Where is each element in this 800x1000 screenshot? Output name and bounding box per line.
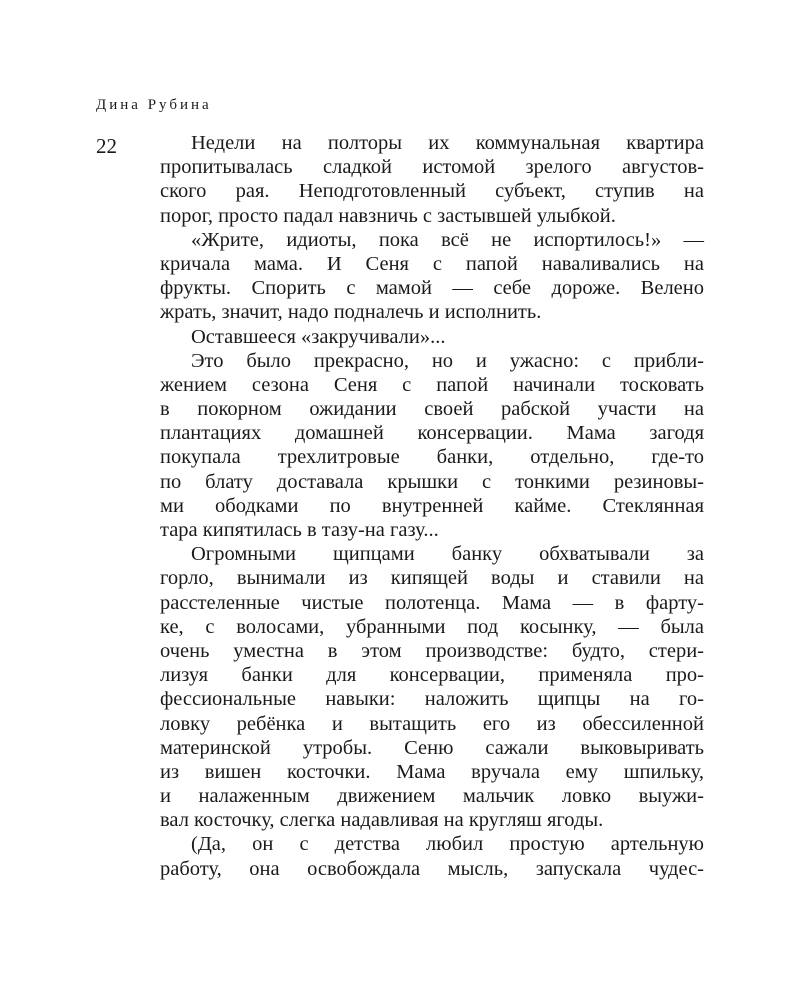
text-line: расстеленные чистые полотенца. Мама — в фарту-	[160, 591, 704, 614]
text-line: и налаженным движением мальчик ловко выужи-	[160, 785, 704, 808]
text-line: жрать, значит, надо подналечь и исполнить.	[160, 301, 542, 324]
text-line: ловку ребёнка и вытащить его из обессиленной	[160, 712, 704, 735]
text-line: в покорном ожидании своей рабской участи на	[160, 398, 704, 421]
text-line: вал косточку, слегка надавливая на кругляш ягоды.	[160, 809, 604, 832]
text-line: фессиональные навыки: наложить щипцы на го-	[160, 688, 704, 711]
text-line: покупала трехлитровые банки, отдельно, где-то	[160, 446, 704, 469]
text-line: Оставшееся «закручивали»...	[191, 325, 446, 348]
text-line: очень уместна в этом производстве: будто, стери-	[160, 639, 704, 662]
text-line: ми ободками по внутренней кайме. Стеклянная	[160, 494, 704, 517]
page-number: 22	[96, 134, 117, 158]
text-line: горло, вынимали из кипящей воды и ставили на	[160, 567, 704, 590]
text-line: жением сезона Сеня с папой начинали тосковать	[160, 373, 704, 396]
text-line: тара кипятилась в тазу-на газу...	[160, 519, 439, 541]
text-line: фрукты. Спорить с мамой — себе дороже. Велено	[160, 277, 704, 300]
text-line: порог, просто падал навзничь с застывшей улыбкой.	[160, 204, 616, 227]
text-line: Это было прекрасно, но и ужасно: с прибли-	[191, 349, 704, 372]
text-line: лизуя банки для консервации, применяла про-	[160, 664, 704, 687]
text-line: ского рая. Неподготовленный субъект, ступив на	[160, 180, 704, 203]
text-line: «Жрите, идиоты, пока всё не испортилось!» —	[191, 228, 704, 251]
text-line: Недели на полторы их коммунальная квартира	[191, 132, 704, 154]
text-line: работу, она освобождала мысль, запускала чудес-	[160, 857, 704, 880]
running-head-author: Дина Рубина	[96, 97, 212, 113]
text-line: пропитывалась сладкой истомой зрелого августов-	[160, 156, 704, 179]
text-line: ке, с волосами, убранными под косынку, — была	[160, 615, 704, 638]
text-line: из вишен косточки. Мама вручала ему шпильку,	[160, 760, 704, 783]
text-line: плантациях домашней консервации. Мама загодя	[160, 422, 704, 445]
text-line: (Да, он с детства любил простую артельную	[191, 833, 704, 856]
text-line: Огромными щипцами банку обхватывали за	[191, 543, 704, 566]
body-text	[160, 131, 704, 881]
text-line: материнской утробы. Сеню сажали выковыривать	[160, 736, 704, 759]
text-line: кричала мама. И Сеня с папой наваливались на	[160, 252, 704, 275]
text-line: по блату доставала крышки с тонкими резиновы-	[160, 470, 704, 493]
